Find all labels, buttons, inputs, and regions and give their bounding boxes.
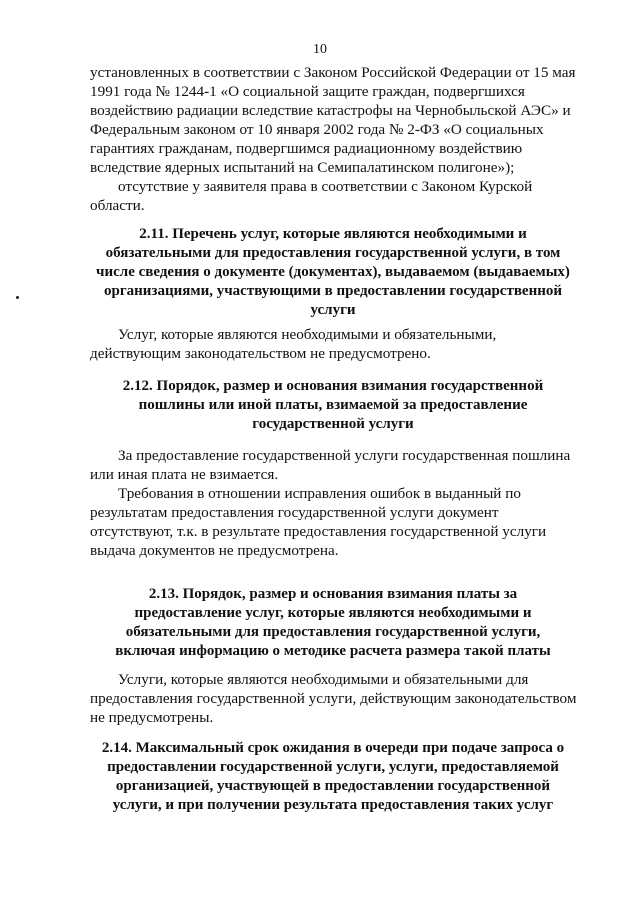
continuation-paragraph: [90, 63, 580, 215]
heading-line: пошлины или иной платы, взимаемой за предоставление: [138, 397, 528, 413]
heading-line: организацией, участвующей в предоставлении государственной: [115, 778, 551, 794]
text-line: За предоставление государственной услуги государственная пошлина: [118, 447, 571, 464]
heading-line: услуги: [310, 302, 356, 318]
text-line: установленных в соответствии с Законом Российской Федерации от 15 мая: [90, 64, 576, 81]
text-line: воздействию радиации вследствие катастрофы на Чернобыльской АЭС» и: [90, 102, 571, 119]
heading-line: 2.12. Порядок, размер и основания взимания государственной: [122, 378, 544, 394]
text-line: 1991 года № 1244-1 «О социальной защите граждан, подвергшихся: [90, 83, 525, 100]
scan-speck: [16, 296, 19, 299]
text-line: отсутствие у заявителя права в соответствии с Законом Курской: [118, 178, 533, 195]
heading-line: предоставление услуг, которые являются необходимыми и: [134, 605, 532, 621]
text-line: или иная плата не взимается.: [90, 466, 279, 483]
section-2-13-body: [90, 670, 580, 727]
text-line: Услуги, которые являются необходимыми и обязательными для: [118, 671, 529, 688]
heading-line: 2.14. Максимальный срок ожидания в очереди при подаче запроса о: [101, 740, 565, 756]
text-line: отсутствуют, т.к. в результате предоставления государственной услуги: [90, 523, 547, 540]
text-line: Федеральным законом от 10 января 2002 года № 2-ФЗ «О социальных: [90, 121, 544, 138]
heading-line: предоставлении государственной услуги, услуги, предоставляемой: [107, 759, 559, 775]
section-2-11-heading: [88, 225, 578, 320]
heading-line: 2.13. Порядок, размер и основания взимания платы за: [148, 586, 518, 602]
heading-line: государственной услуги: [252, 416, 414, 432]
text-line: области.: [90, 197, 145, 214]
text-line: Услуг, которые являются необходимыми и обязательными,: [118, 326, 497, 343]
section-2-13-heading: [88, 585, 578, 661]
text-line: действующим законодательством не предусмотрено.: [90, 345, 431, 362]
section-2-14-heading: [88, 739, 578, 815]
heading-line: обязательными для предоставления государственной услуги,: [125, 624, 541, 640]
heading-line: числе сведения о документе (документах), выдаваемом (выдаваемых): [96, 264, 570, 280]
heading-line: организациями, участвующими в предоставлении государственной: [103, 283, 563, 299]
heading-line: 2.11. Перечень услуг, которые являются необходимыми и: [139, 226, 527, 242]
page-number: 10: [313, 42, 327, 57]
text-line: предоставления государственной услуги, действующим законодательством: [90, 690, 577, 707]
section-2-11-body: [90, 325, 580, 363]
section-2-12-heading: [88, 377, 578, 434]
heading-line: обязательными для предоставления государственной услуги, в том: [105, 245, 561, 261]
text-line: Требования в отношении исправления ошибок в выданный по: [118, 485, 521, 502]
text-line: результатам предоставления государственной услуги документ: [90, 504, 499, 521]
section-2-12-body: [90, 446, 580, 560]
heading-line: включая информацию о методике расчета размера такой платы: [115, 643, 551, 659]
text-line: вследствие ядерных испытаний на Семипалатинском полигоне»);: [90, 159, 515, 176]
text-line: не предусмотрены.: [90, 709, 214, 726]
heading-line: услуги, и при получении результата предоставления таких услуг: [112, 797, 554, 813]
text-line: выдача документов не предусмотрена.: [90, 542, 339, 559]
text-line: гарантиях гражданам, подвергшимся радиационному воздействию: [90, 140, 523, 157]
